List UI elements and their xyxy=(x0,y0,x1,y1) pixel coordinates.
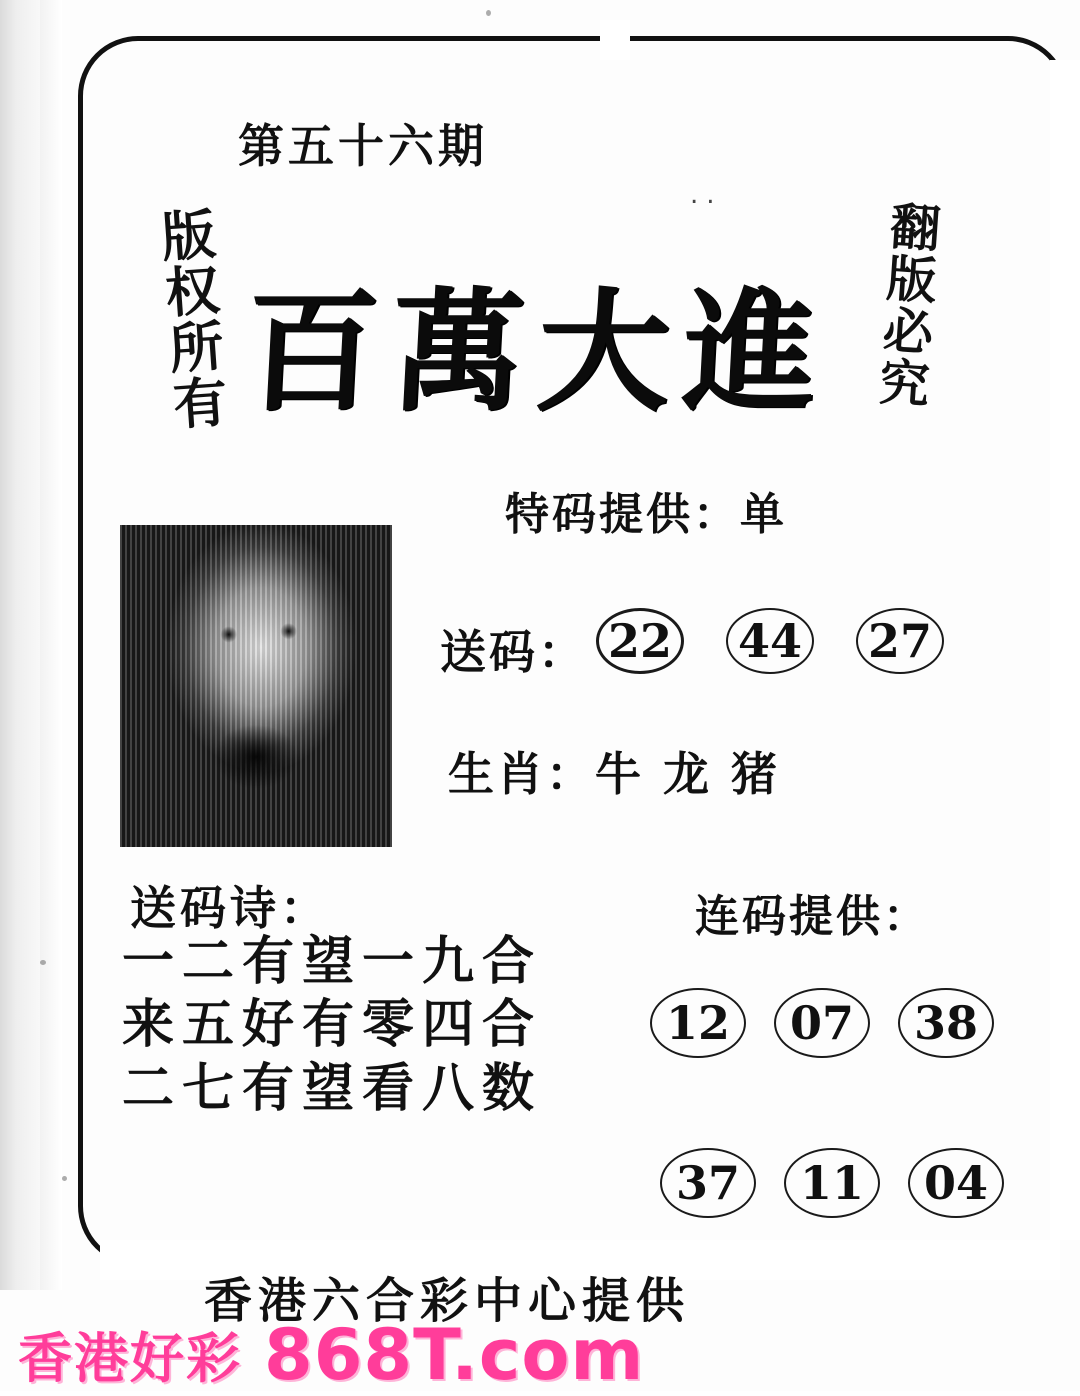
number-ball: 38 xyxy=(898,988,994,1058)
number-ball: 12 xyxy=(650,988,746,1058)
scan-speck xyxy=(40,960,46,965)
copyright-left-vertical: 版权所有 xyxy=(151,205,231,434)
decorative-dots: .. xyxy=(690,180,723,210)
scan-speck xyxy=(486,10,491,16)
number-ball: 22 xyxy=(596,608,684,674)
send-code-balls xyxy=(596,608,944,674)
lian-code-row-1 xyxy=(650,988,994,1058)
border-gap-top xyxy=(600,20,630,60)
watermark-site: 868T.com xyxy=(264,1313,645,1396)
watermark-bar xyxy=(0,1313,1080,1396)
scan-edge-artifact-inner xyxy=(40,0,62,1290)
number-ball: 07 xyxy=(774,988,870,1058)
poem-body xyxy=(122,930,542,1120)
border-gap-right xyxy=(1050,60,1080,1240)
poem-line: 二七有望看八数 xyxy=(122,1057,543,1119)
special-code-line: 特码提供：单 xyxy=(505,489,787,540)
number-ball: 04 xyxy=(908,1148,1004,1218)
poem-title: 送码诗： xyxy=(130,881,330,935)
lian-code-title: 连码提供： xyxy=(695,891,930,942)
zodiac-line: 生肖：牛 龙 猪 xyxy=(448,747,781,801)
issue-number: 第五十六期 xyxy=(238,119,488,173)
number-ball: 11 xyxy=(784,1148,880,1218)
number-ball: 37 xyxy=(660,1148,756,1218)
copyright-right-vertical: 翻版必究 xyxy=(869,199,944,411)
scan-speck xyxy=(62,1176,67,1181)
number-ball: 27 xyxy=(856,608,944,674)
watermark-chinese: 香港好彩 xyxy=(18,1327,242,1390)
poem-line: 一二有望一九合 xyxy=(122,931,543,992)
lian-code-row-2 xyxy=(660,1148,1004,1218)
send-code-label: 送码： xyxy=(440,625,587,679)
portrait-photo xyxy=(120,525,392,847)
poem-line: 来五好有零四合 xyxy=(122,994,543,1056)
page-title: 百萬大進 xyxy=(241,275,834,430)
number-ball: 44 xyxy=(726,608,814,674)
footer-source: 香港六合彩中心提供 xyxy=(204,1273,691,1329)
